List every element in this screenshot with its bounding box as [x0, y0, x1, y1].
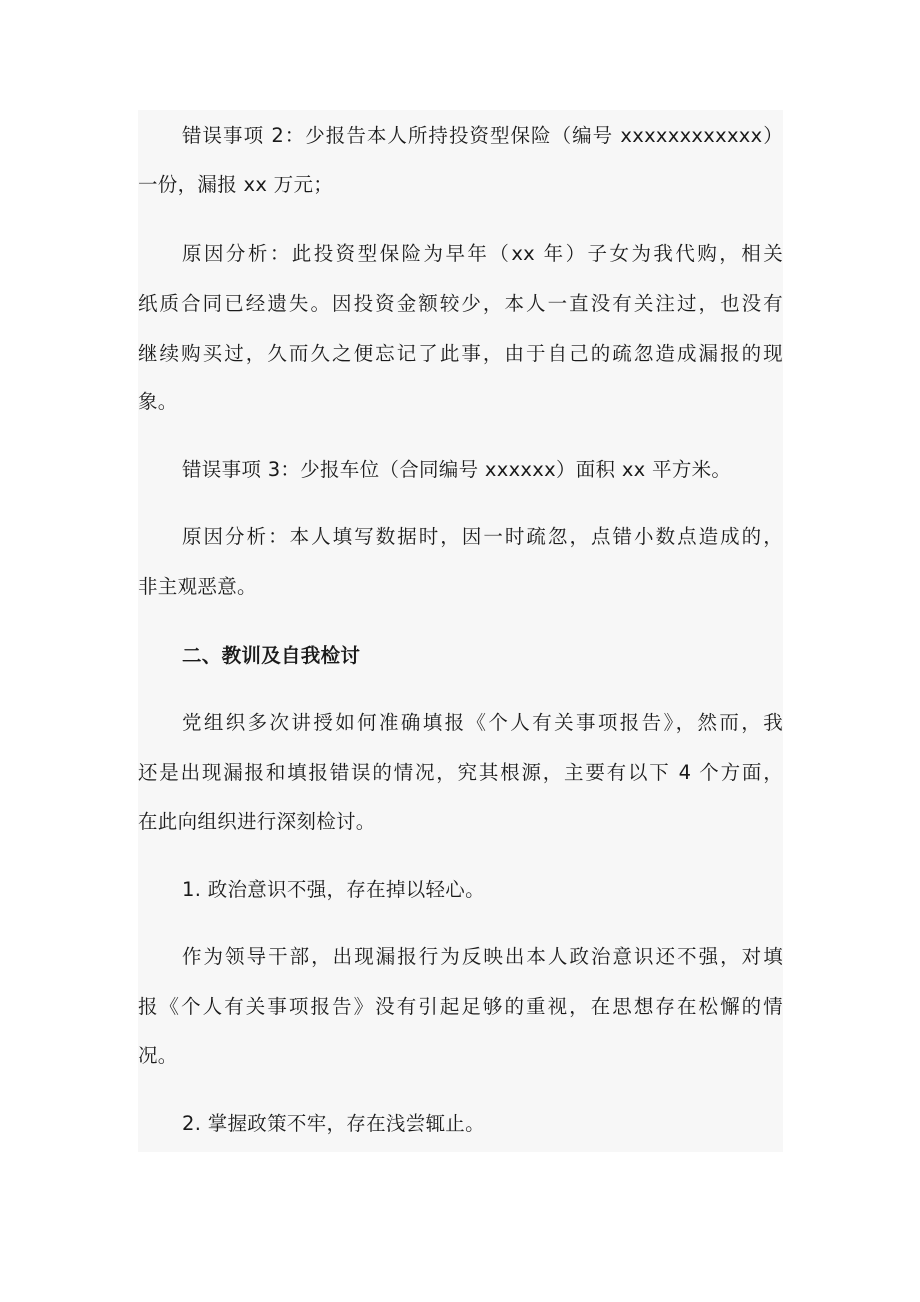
paragraph-cause-2-line-2: 非主观恶意。 [138, 575, 257, 598]
paragraph-error-item-3: 错误事项 3：少报车位（合同编号 xxxxxx）面积 xx 平方米。 [182, 458, 732, 481]
paragraph-leader-line-2: 报《个人有关事项报告》没有引起足够的重视，在思想存在松懈的情 [138, 995, 783, 1018]
paragraph-cause-1-line-1: 原因分析：此投资型保险为早年（xx 年）子女为我代购，相关 [182, 242, 783, 265]
paragraph-cause-1-line-4: 象。 [138, 390, 178, 413]
paragraph-cause-2-line-1: 原因分析：本人填写数据时，因一时疏忽，点错小数点造成的， [182, 525, 783, 548]
list-item-2-title: 2. 掌握政策不牢，存在浅尝辄止。 [182, 1112, 485, 1135]
section-heading-lessons: 二、教训及自我检讨 [182, 644, 361, 667]
paragraph-cause-1-line-2: 纸质合同已经遗失。因投资金额较少，本人一直没有关注过，也没有 [138, 292, 783, 315]
paragraph-party-line-1: 党组织多次讲授如何准确填报《个人有关事项报告》，然而，我 [182, 711, 783, 734]
paragraph-leader-line-3: 况。 [138, 1044, 178, 1067]
paragraph-party-line-2: 还是出现漏报和填报错误的情况，究其根源，主要有以下 4 个方面， [138, 761, 783, 784]
paragraph-error-item-2-line-1: 错误事项 2：少报告本人所持投资型保险（编号 xxxxxxxxxxxx） [182, 124, 783, 147]
paragraph-leader-line-1: 作为领导干部，出现漏报行为反映出本人政治意识还不强，对填 [182, 945, 783, 968]
paragraph-error-item-2-line-2: 一份，漏报 xx 万元； [138, 173, 334, 196]
paragraph-party-line-3: 在此向组织进行深刻检讨。 [138, 810, 376, 833]
paragraph-cause-1-line-3: 继续购买过，久而久之便忘记了此事，由于自己的疏忽造成漏报的现 [138, 342, 783, 365]
list-item-1-title: 1. 政治意识不强，存在掉以轻心。 [182, 878, 485, 901]
